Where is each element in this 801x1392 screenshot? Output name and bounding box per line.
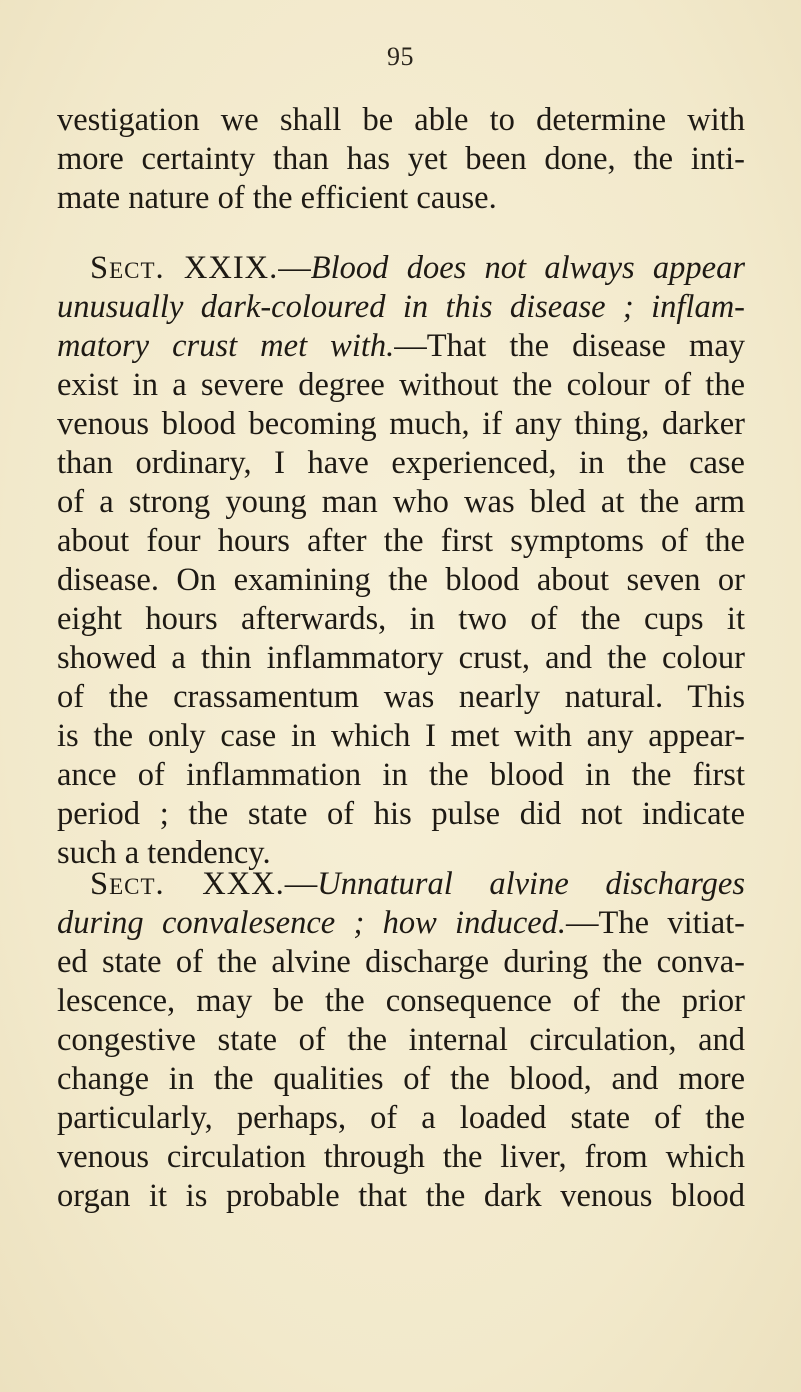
section-heading-line — [57, 904, 745, 943]
text-line: ance of inflammation in the blood in the first — [57, 757, 745, 793]
section-heading-line — [57, 288, 745, 327]
paragraph-continuation — [57, 101, 745, 218]
text-line: than ordinary, I have experienced, in the case — [57, 445, 745, 481]
section-title: unusually dark-coloured in this disease ; inflam- — [57, 289, 745, 325]
section-xxix — [57, 249, 745, 873]
text-line: of a strong young man who was bled at the arm — [57, 484, 745, 520]
text-line: is the only case in which I met with any appear- — [57, 718, 745, 754]
text-line: about four hours after the first symptoms of the — [57, 523, 745, 559]
text-line: ed state of the alvine discharge during the conva- — [57, 944, 745, 980]
section-title: Unnatural alvine discharges — [317, 866, 745, 902]
text-line: organ it is probable that the dark venous blood — [57, 1178, 745, 1214]
page-number: 95 — [387, 42, 414, 71]
text-line: disease. On examining the blood about seven or — [57, 562, 745, 598]
text-line: eight hours afterwards, in two of the cups it — [57, 601, 745, 637]
section-heading-line — [57, 249, 745, 288]
heading-dash: — — [278, 250, 311, 286]
text-line: lescence, may be the consequence of the prior — [57, 983, 745, 1019]
text-run: —That the disease may — [394, 328, 745, 364]
text-run: —The vitiat- — [566, 905, 745, 941]
section-xxx — [57, 865, 745, 1216]
text-line: change in the qualities of the blood, and more — [57, 1061, 745, 1097]
text-line: mate nature of the efficient cause. — [57, 180, 497, 216]
section-label: Sect. XXX. — [90, 866, 285, 902]
text-line: venous blood becoming much, if any thing, darker — [57, 406, 745, 442]
text-line: of the crassamentum was nearly natural. This — [57, 679, 745, 715]
section-title: matory crust met with. — [57, 328, 395, 364]
text-line: period ; the state of his pulse did not indicate — [57, 796, 745, 832]
text-line: congestive state of the internal circulation, and — [57, 1022, 745, 1058]
text-line: such a tendency. — [57, 835, 271, 871]
text-line: more certainty than has yet been done, the inti- — [57, 141, 745, 177]
text-line: vestigation we shall be able to determine with — [57, 102, 745, 138]
text-line: exist in a severe degree without the colour of the — [57, 367, 745, 403]
heading-dash: — — [284, 866, 318, 902]
section-heading-line — [57, 865, 745, 904]
section-heading-line — [57, 327, 745, 366]
section-title: during convalesence ; how induced. — [57, 905, 567, 941]
section-label: Sect. XXIX. — [90, 250, 279, 286]
text-line: particularly, perhaps, of a loaded state of the — [57, 1100, 745, 1136]
text-line: showed a thin inflammatory crust, and the colour — [57, 640, 745, 676]
section-title: Blood does not always appear — [310, 250, 745, 286]
text-line: venous circulation through the liver, from which — [57, 1139, 745, 1175]
